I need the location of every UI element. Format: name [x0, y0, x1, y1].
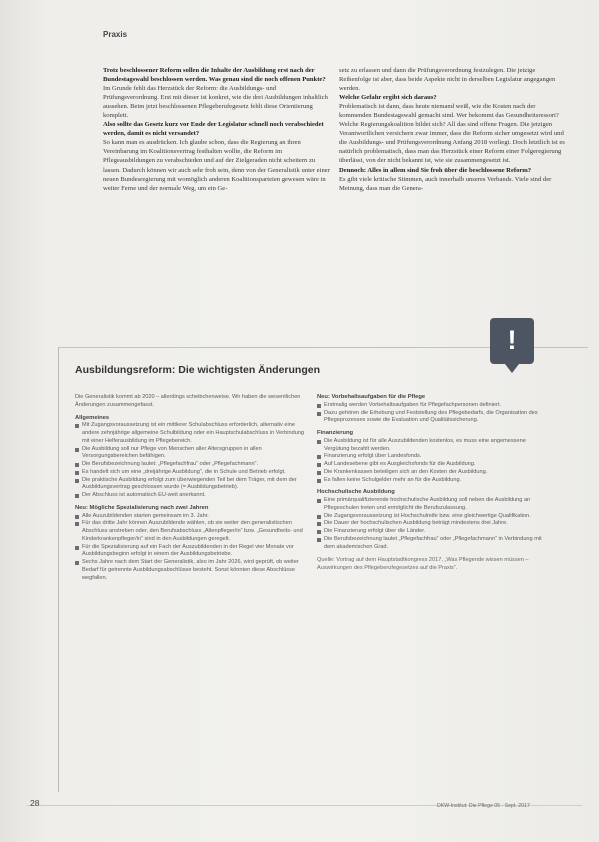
interview-question: Dennoch: Alles in allem sind Sie froh über die beschlossene Reform?: [339, 166, 532, 174]
info-box-intro: Die Generalistik kommt ab 2020 – allerdings scheibchenweise. Wir haben die wesentlichen Änderungen zusammengefasst.: [75, 394, 301, 408]
list-item: Die Krankenkassen beteiligen sich an den Kosten der Ausbildung.: [317, 469, 549, 477]
info-list: [75, 422, 307, 500]
info-section-heading: Neu: Mögliche Spezialisierung nach zwei Jahren: [75, 504, 209, 511]
info-section-heading: Allgemeines: [75, 414, 110, 421]
interview-question: Trotz beschlossener Reform sollen die Inhalte der Ausbildung erst nach der Bundestagswahl beschlossen werden. Was genau sind die noch offenen Punkte?: [103, 67, 326, 84]
list-item: Auf Landesebene gibt es Ausgleichsfonds für die Ausbildung.: [317, 461, 549, 469]
list-item: Die Finanzierung erfolgt über die Länder.: [317, 528, 549, 536]
info-box-left-column: [75, 394, 307, 582]
info-box-right-column: [317, 394, 549, 573]
alert-badge: [490, 318, 534, 364]
info-list: [317, 438, 549, 485]
info-section-heading: Finanzierung: [317, 430, 354, 436]
list-item: Die praktische Ausbildung erfolgt zum überwiegenden Teil bei dem Träger, mit dem der Ausbildungsvertrag geschlossen wurde (= Ausbildungsbetrieb).: [75, 477, 307, 493]
interview-answer: setz zu erlassen und dann die Prüfungsverordnung festzulegen. Die jetzige Reihenfolge ist aber, dass beide Aspekte nicht in derselben Legislatur angegangen werden.: [339, 67, 556, 93]
list-item: Die Berufsbezeichnung lautet: „Pflegefachfrau“ oder „Pflegefachmann“.: [75, 461, 307, 469]
interview-answer: So kann man es ausdrücken. Ich glaube schon, dass die Regierung an ihren Vereinbarung im Koalitionsvertrag festhalten wollte, die Reform im Pflegeausbildungen zu verabschieden und auf der Zielgeraden nicht scheitern zu lassen. Dadurch können wir auch sehr froh sein, denn von der Generalistik unter einer neuen Bundesregierung mit womöglich anderen Koalitionsparteien gewesen wäre in weiter Ferne und der normale Weg, um ein Ge-: [103, 139, 330, 192]
interview-answer: Problematisch ist dann, dass heute niemand weiß, wie die Kosten nach der kommenden Bundestagswahl gemacht sind. Wer bekommt das Gesundheitsressort? Welche Regierungskoalition bildet sich? All das sind offene Fragen. Die jetzigen Verantwortlichen versichern zwar immer, dass die Reform sicher umgesetzt wird und die Ausbildungs- und Prüfungsverordnung Anfang 2018 vorliegt. Doch letztlich ist es natürlich problematisch, dass man das Herzstück einer Reform einer Folgeregierung überlässt, von der nicht bekannt ist, wie sie zusammengesetzt ist.: [339, 103, 565, 165]
list-item: Die Ausbildung ist für alle Auszubildenden kostenlos, es muss eine angemessene Vergütung bezahlt werden.: [317, 438, 549, 454]
publication-footer: DKW-Institut: Die Pflege 05 · Sept. 2017: [437, 803, 530, 809]
list-item: Die Zugangsvoraussetzung ist Hochschulreife bzw. eine gleichwertige Qualifikation.: [317, 513, 549, 521]
list-item: Alle Auszubildenden starten gemeinsam im 3. Jahr.: [75, 513, 307, 521]
interview-question: Welche Gefahr ergibt sich daraus?: [339, 94, 437, 102]
list-item: Eine primärqualifizierende hochschulische Ausbildung soll neben die Ausbildung an Pflegeschulen treten und ermöglicht die Berufszulassung.: [317, 497, 549, 513]
list-item: Für das dritte Jahr können Auszubildende wählen, ob sie weiter den generalistischen Abschluss anstreben oder, den Berufsabschluss „Altenpfleger/in“ bzw. „Gesundheits- und Kinderkrankenpfleger/in“ sind in den Ausbildungen geregelt.: [75, 520, 307, 543]
info-box-title: Ausbildungsreform: Die wichtigsten Änderungen: [75, 364, 321, 376]
info-section-heading: Hochschulische Ausbildung: [317, 489, 395, 496]
info-list: [317, 497, 549, 551]
source-note: Quelle: Vortrag auf dem Hauptstadtkongress 2017, „Was Pflegende wissen müssen – Auswirkungen des Pflegeberufegesetzes auf die Praxis“.: [317, 557, 529, 571]
list-item: Mit Zugangsvoraussetzung ist ein mittlerer Schulabschluss erforderlich, alternativ eine andere zehnjährige allgemeine Schulbildung oder ein Hauptschulabschluss in Verbindung mit einer Helferausbildung im Pflegebereich.: [75, 422, 307, 445]
list-item: Die Dauer der hochschulischen Ausbildung beträgt mindestens drei Jahre.: [317, 520, 549, 528]
info-list: [75, 513, 307, 583]
exclamation-icon: !: [507, 325, 517, 355]
list-item: Erstmalig werden Vorbehaltsaufgaben für Pflegefachpersonen definiert.: [317, 402, 549, 410]
list-item: Es fallen keine Schulgelder mehr an für die Ausbildung.: [317, 477, 549, 485]
interview-left-column: [103, 66, 333, 193]
section-label: Praxis: [103, 30, 128, 39]
list-item: Der Abschluss ist automatisch EU-weit anerkannt.: [75, 492, 307, 500]
interview-question: Also sollte das Gesetz kurz vor Ende der Legislatur schnell noch verabschiedet werden, damit es nicht versandet?: [103, 121, 324, 138]
interview-answer: Es gibt viele kritische Stimmen, auch innerhalb unseres Verbands. Viele sind der Meinung, dass man die Genera-: [339, 175, 552, 192]
list-item: Finanzierung erfolgt über Landesfonds.: [317, 453, 549, 461]
interview-answer: Im Grunde fehlt das Herzstück der Reform: die Ausbildungs- und Prüfungsverordnung. Erst mit dieser ist konkret, wie die drei Ausbildungen inhaltlich aussehen. Beim jetzt beschlossenen Pflegeberufegesetz fehlt diese Orientierung komplett.: [103, 85, 328, 120]
list-item: Sechs Jahre nach dem Start der Generalistik, also im Jahr 2026, wird geprüft, ob weiter Bedarf für getrennte Ausbildungsabschlüsse besteht. Sonst könnten diese Abschlüsse wegfallen.: [75, 559, 307, 582]
list-item: Die Berufsbezeichnung lautet „Pflegefachfrau“ oder „Pflegefachmann“ in Verbindung mit dem akademischen Grad.: [317, 536, 549, 552]
list-item: Die Ausbildung soll nur Pflege von Menschen aller Altersgruppen in allen Versorgungsbereichen befähigen.: [75, 446, 307, 462]
page-number: 28: [30, 798, 40, 808]
list-item: Für die Spezialisierung auf ein Fach der Auszubildenden in der Regel vier Monate vor Ausbildungsbeginn erfolgt in einem der Ausbildungsbetriebe.: [75, 544, 307, 560]
list-item: Es handelt sich um eine „dreijährige Ausbildung“, die in Schule und Betrieb erfolgt.: [75, 469, 307, 477]
interview-right-column: [339, 66, 569, 193]
list-item: Dazu gehören die Erhebung und Feststellung des Pflegebedarfs, die Organisation des Pflegeprozesses sowie die Evaluation und Qualitätssicherung.: [317, 410, 549, 426]
info-list: [317, 402, 549, 425]
info-section-heading: Neu: Vorbehaltsaufgaben für die Pflege: [317, 394, 426, 400]
